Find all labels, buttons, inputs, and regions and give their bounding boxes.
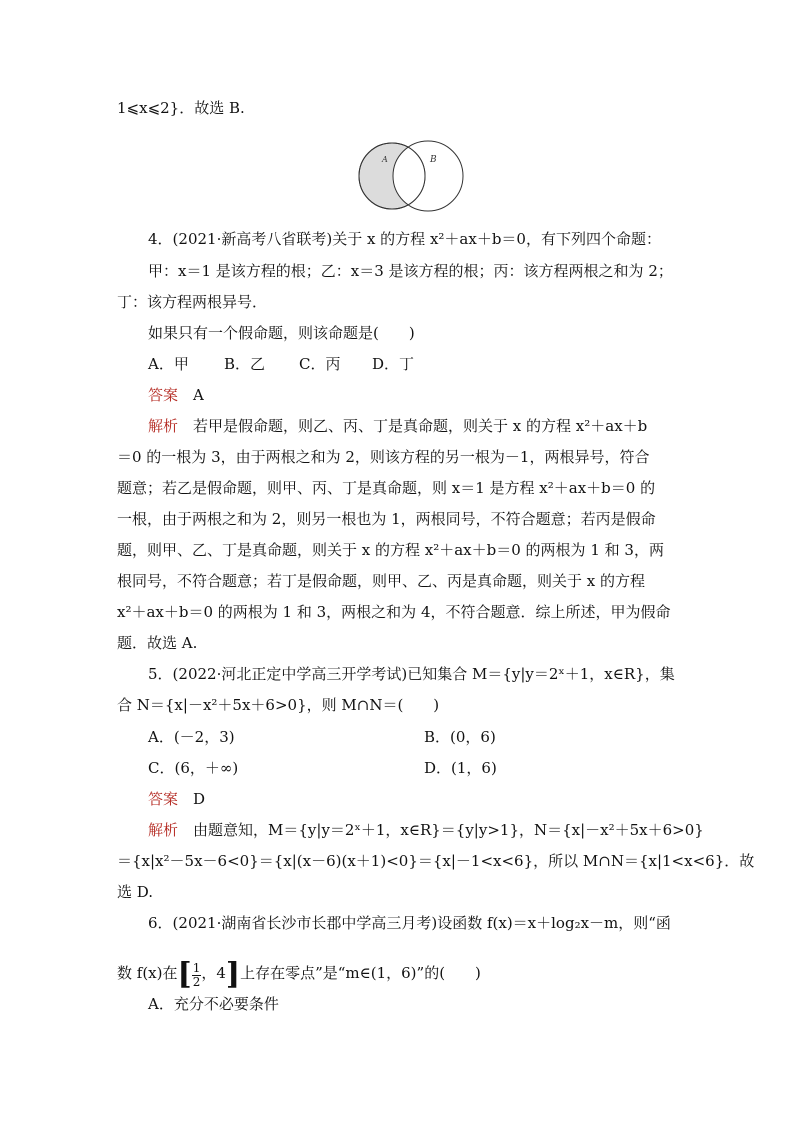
q5-analysis-line1: 解析 由题意知，M＝{y|y＝2ˣ＋1，x∈R}＝{y|y>1}，N＝{x|－x²＋5x＋6>0} [148, 821, 704, 839]
q4-analysis-line8: 题．故选 A. [117, 634, 198, 652]
right-bracket: ] [225, 957, 241, 992]
answer-label: 答案 [148, 790, 179, 808]
analysis-label: 解析 [148, 417, 179, 435]
q5-option-a: A．(－2，3) [148, 728, 235, 746]
answer-value: D [193, 790, 206, 808]
answer-label: 答案 [148, 386, 179, 404]
q5-analysis-line2: ＝{x|x²－5x－6<0}＝{x|(x－6)(x＋1)<0}＝{x|－1<x<6}，所以 M∩N＝{x|1<x<6}．故 [117, 852, 755, 870]
q4-analysis-line7: x²＋ax＋b＝0 的两根为 1 和 3，两根之和为 4，不符合题意．综上所述，甲为假命 [117, 603, 671, 621]
q5-analysis-line3: 选 D. [117, 883, 154, 901]
q4-option-b: B．乙 [224, 355, 266, 373]
q5-line2: 合 N＝{x|－x²＋5x＋6>0}，则 M∩N＝( ) [117, 696, 440, 714]
q4-option-c: C．丙 [299, 355, 341, 373]
analysis-label: 解析 [148, 821, 179, 839]
q6-stem: 6．(2021·湖南省长沙市长郡中学高三月考)设函数 f(x)＝x＋log₂x－m，则“函 [148, 914, 671, 932]
q4-stem: 4．(2021·新高考八省联考)关于 x 的方程 x²＋ax＋b＝0，有下列四个命题： [148, 230, 661, 248]
q4-line4: 如果只有一个假命题，则该命题是( ) [148, 324, 415, 342]
fraction-one-half: $\frac{1}{2}$ [192, 961, 201, 989]
q4-analysis-line6: 根同号，不符合题意；若丁是假命题，则甲、乙、丙是真命题，则关于 x 的方程 [117, 572, 645, 590]
q6-line2: 数 f(x)在[ $\frac{1}{2}$ ，4]上存在零点”是“m∈(1，6)”的( ) [117, 957, 481, 992]
q4-line2: 甲：x＝1 是该方程的根；乙：x＝3 是该方程的根；丙：该方程两根之和为 2； [148, 262, 673, 280]
q5-option-b: B．(0，6) [424, 728, 496, 746]
left-bracket: [ [177, 957, 192, 992]
q4-option-d: D．丁 [372, 355, 415, 373]
line-top: 1⩽x⩽2}．故选 B. [117, 99, 245, 117]
venn-diagram [356, 140, 468, 216]
q4-option-a: A．甲 [148, 355, 189, 373]
q4-analysis-line4: 一根，由于两根之和为 2，则另一根也为 1，两根同号，不符合题意；若丙是假命 [117, 510, 656, 528]
venn-label-a: A [382, 155, 388, 164]
q5-option-d: D．(1，6) [424, 759, 497, 777]
answer-value: A [193, 386, 204, 404]
q4-analysis-line2: ＝0 的一根为 3，由于两根之和为 2，则该方程的另一根为－1，两根异号，符合 [117, 448, 650, 466]
q6-option-a: A．充分不必要条件 [148, 995, 279, 1013]
venn-label-b: B [430, 155, 437, 165]
q4-answer [148, 385, 204, 405]
q4-line3: 丁：该方程两根异号． [117, 293, 268, 311]
q4-analysis-line5: 题，则甲、乙、丁是真命题，则关于 x 的方程 x²＋ax＋b＝0 的两根为 1 和 3，两 [117, 541, 664, 559]
q5-stem: 5．(2022·河北正定中学高三开学考试)已知集合 M＝{y|y＝2ˣ＋1，x∈R}，集 [148, 665, 675, 683]
q5-option-c: C．(6，＋∞) [148, 759, 239, 777]
q4-analysis-line1: 解析 若甲是假命题，则乙、丙、丁是真命题，则关于 x 的方程 x²＋ax＋b [148, 417, 648, 435]
q5-answer [148, 789, 205, 809]
q4-analysis-line3: 题意；若乙是假命题，则甲、丙、丁是真命题，则 x＝1 是方程 x²＋ax＋b＝0 的 [117, 479, 656, 497]
